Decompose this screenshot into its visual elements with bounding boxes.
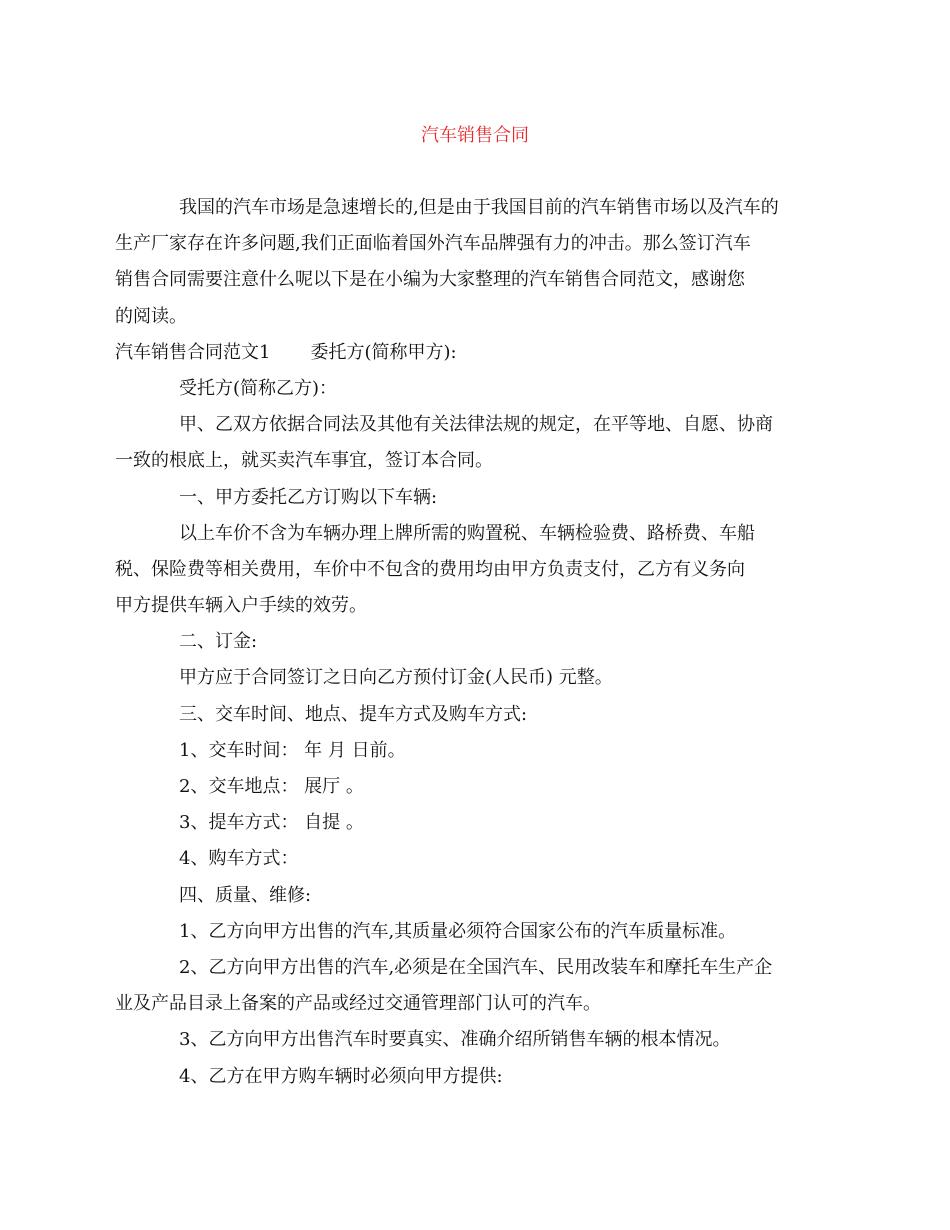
list-item: 3、提车方式： 自提 。	[179, 812, 364, 834]
list-item: 1、乙方向甲方出售的汽车,其质量必须符合国家公布的汽车质量标准。	[179, 920, 737, 942]
document-body	[115, 190, 815, 1095]
paragraph-line: 生产厂家存在许多问题,我们正面临着国外汽车品牌强有力的冲击。那么签订汽车	[115, 233, 751, 255]
paragraph-line: 税、保险费等相关费用，车价中不包含的费用均由甲方负责支付，乙方有义务向	[115, 558, 745, 580]
clause-heading: 四、质量、维修:	[179, 884, 312, 906]
list-item: 4、购车方式：	[179, 848, 299, 870]
clause-heading: 三、交车时间、地点、提车方式及购车方式:	[179, 703, 528, 725]
paragraph-line: 的阅读。	[115, 305, 187, 327]
client-party: 委托方(简称甲方):	[310, 341, 457, 363]
paragraph-line: 甲方应于合同签订之日向乙方预付订金(人民币) 元整。	[179, 667, 613, 689]
paragraph-line: 以上车价不含为车辆办理上牌所需的购置税、车辆检验费、路桥费、车船	[179, 522, 755, 544]
paragraph-line: 甲方提供车辆入户手续的效劳。	[115, 595, 367, 617]
paragraph-line: 一致的根底上，就买卖汽车事宜，签订本合同。	[115, 450, 493, 472]
section-heading-line	[115, 335, 815, 371]
paragraph-line: 甲、乙双方依据合同法及其他有关法律法规的规定，在平等地、自愿、协商	[179, 414, 773, 436]
sample-heading: 汽车销售合同范文1	[115, 341, 271, 363]
list-item: 2、交车地点： 展厅 。	[179, 776, 364, 797]
paragraph-line: 业及产品目录上备案的产品或经过交通管理部门认可的汽车。	[115, 993, 601, 1015]
document-title: 汽车销售合同	[421, 125, 529, 146]
paragraph-line: 销售合同需要注意什么呢以下是在小编为大家整理的汽车销售合同范文，感谢您	[115, 269, 745, 291]
paragraph-line: 受托方(简称乙方)：	[179, 377, 338, 399]
list-item: 4、乙方在甲方购车辆时必须向甲方提供:	[179, 1065, 503, 1087]
list-item: 3、乙方向甲方出售汽车时要真实、准确介绍所销售车辆的根本情况。	[179, 1029, 731, 1051]
paragraph-line: 我国的汽车市场是急速增长的,但是由于我国目前的汽车销售市场以及汽车的	[179, 197, 779, 218]
clause-heading: 一、甲方委托乙方订购以下车辆:	[179, 486, 438, 508]
list-item: 1、交车时间： 年 月 日前。	[179, 739, 406, 761]
clause-heading: 二、订金:	[179, 631, 258, 653]
list-item: 2、乙方向甲方出售的汽车,必须是在全国汽车、民用改装车和摩托车生产企	[179, 956, 773, 978]
